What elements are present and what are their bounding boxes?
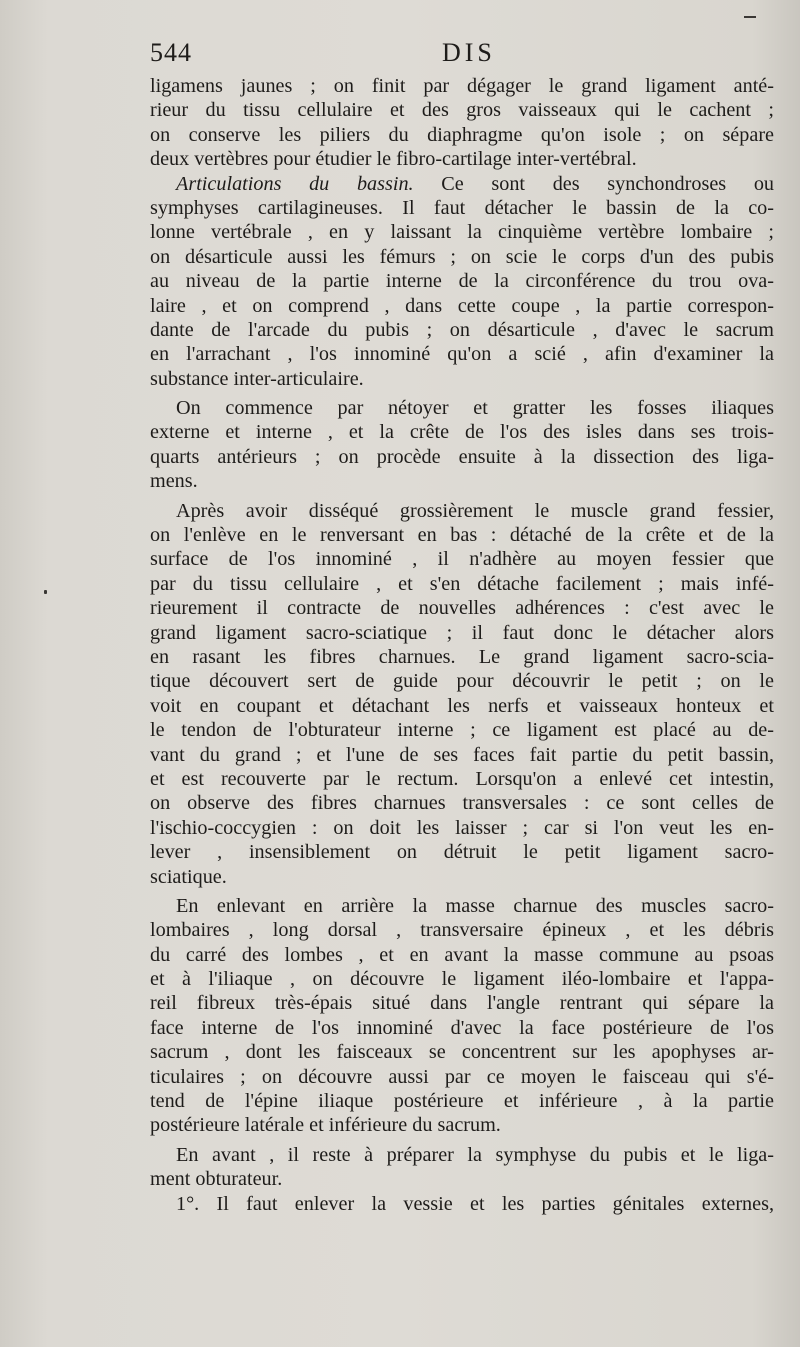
page-header <box>150 38 780 72</box>
text-line: En avant , il reste à préparer la symphyse du pubis et le liga- <box>176 1143 774 1166</box>
text-line: par du tissu cellulaire , et s'en détache facilement ; mais infé- <box>150 572 774 595</box>
text-line: 1°. Il faut enlever la vessie et les parties génitales externes, <box>176 1192 774 1215</box>
text-line: le tendon de l'obturateur interne ; ce ligament est placé au de- <box>150 719 774 742</box>
text-line: vant du grand ; et l'une de ses faces fait partie du petit bassin, <box>150 743 774 766</box>
text-line: et est recouverte par le rectum. Lorsqu'on a enlevé cet intestin, <box>150 767 774 790</box>
text-line: Après avoir disséqué grossièrement le muscle grand fessier, <box>176 499 774 522</box>
section-heading: Articulations du bassin. <box>176 172 414 195</box>
text-line: grand ligament sacro-sciatique ; il faut donc le détacher alors <box>150 621 774 644</box>
text-line: rieur du tissu cellulaire et des gros vaisseaux qui le cachent ; <box>150 99 774 122</box>
text-line: substance inter-articulaire. <box>150 367 364 390</box>
text-line: reil fibreux très-épais situé dans l'angle rentrant qui sépare la <box>150 992 774 1015</box>
text-line: et à l'iliaque , on découvre le ligament iléo-lombaire et l'appa- <box>150 968 774 991</box>
page-number: 544 <box>150 38 192 67</box>
text-line: ment obturateur. <box>150 1168 283 1191</box>
text-line: deux vertèbres pour étudier le fibro-cartilage inter-vertébral. <box>150 148 637 171</box>
text-line: symphyses cartilagineuses. Il faut détacher le bassin de la co- <box>150 196 774 219</box>
text-line: en rasant les fibres charnues. Le grand ligament sacro-scia- <box>150 645 774 668</box>
text-line: on conserve les piliers du diaphragme qu'on isole ; on sépare <box>150 123 774 146</box>
text-line: ligamens jaunes ; on finit par dégager le grand ligament anté- <box>150 75 774 97</box>
running-head: DIS <box>442 38 496 67</box>
text-line: tique découvert sert de guide pour découvrir le petit ; on le <box>150 670 774 693</box>
text-line: on observe des fibres charnues transversales : ce sont celles de <box>150 792 774 815</box>
text-line: laire , et on comprend , dans cette coupe , la partie correspon- <box>150 294 774 317</box>
text-line: face interne de l'os innominé d'avec la face postérieure de l'os <box>150 1016 774 1039</box>
margin-speck <box>44 590 47 594</box>
text-line: surface de l'os innominé , il n'adhère au moyen fessier que <box>150 548 774 571</box>
text-line: au niveau de la partie interne de la circonférence du trou ova- <box>150 270 774 293</box>
text-line: en l'arrachant , l'os innominé qu'on a scié , afin d'examiner la <box>150 343 774 366</box>
text-line: quarts antérieurs ; on procède ensuite à la dissection des liga- <box>150 445 774 468</box>
text-line: tend de l'épine iliaque postérieure et inférieure , à la partie <box>150 1090 774 1113</box>
text-line: ticulaires ; on découvre aussi par ce moyen le faisceau qui s'é- <box>150 1065 774 1088</box>
text-line: rieurement il contracte de nouvelles adhérences : c'est avec le <box>150 597 774 620</box>
text-line: lombaires , long dorsal , transversaire épineux , et les débris <box>150 919 774 942</box>
text-line: lever , insensiblement on détruit le petit ligament sacro- <box>150 841 774 864</box>
text-line: dante de l'arcade du pubis ; on désarticule , d'avec le sacrum <box>150 318 774 341</box>
margin-mark <box>744 16 756 18</box>
text-line: sciatique. <box>150 865 227 888</box>
text-line: on l'enlève en le renversant en bas : détaché de la crête et de la <box>150 524 774 547</box>
text-line <box>150 172 774 196</box>
text-line: voit en coupant et détachant les nerfs et vaisseaux honteux et <box>150 694 774 717</box>
text-line: postérieure latérale et inférieure du sacrum. <box>150 1114 501 1137</box>
text-line: En enlevant en arrière la masse charnue des muscles sacro- <box>176 894 774 917</box>
text-line: On commence par nétoyer et gratter les fosses iliaques <box>176 397 774 420</box>
text-line-rest: Ce sont des synchondroses ou <box>413 172 774 195</box>
text-line: sacrum , dont les faisceaux se concentrent sur les apophyses ar- <box>150 1041 774 1064</box>
text-line: mens. <box>150 470 198 493</box>
text-line: du carré des lombes , et en avant la masse commune au psoas <box>150 943 774 966</box>
text-line: l'ischio-coccygien : on doit les laisser ; car si l'on veut les en- <box>150 816 774 839</box>
text-line: externe et interne , et la crête de l'os des isles dans ses trois- <box>150 421 774 444</box>
text-line: lonne vertébrale , en y laissant la cinquième vertèbre lombaire ; <box>150 221 774 244</box>
text-line: on désarticule aussi les fémurs ; on scie le corps d'un des pubis <box>150 245 774 268</box>
text-body <box>150 74 774 1216</box>
